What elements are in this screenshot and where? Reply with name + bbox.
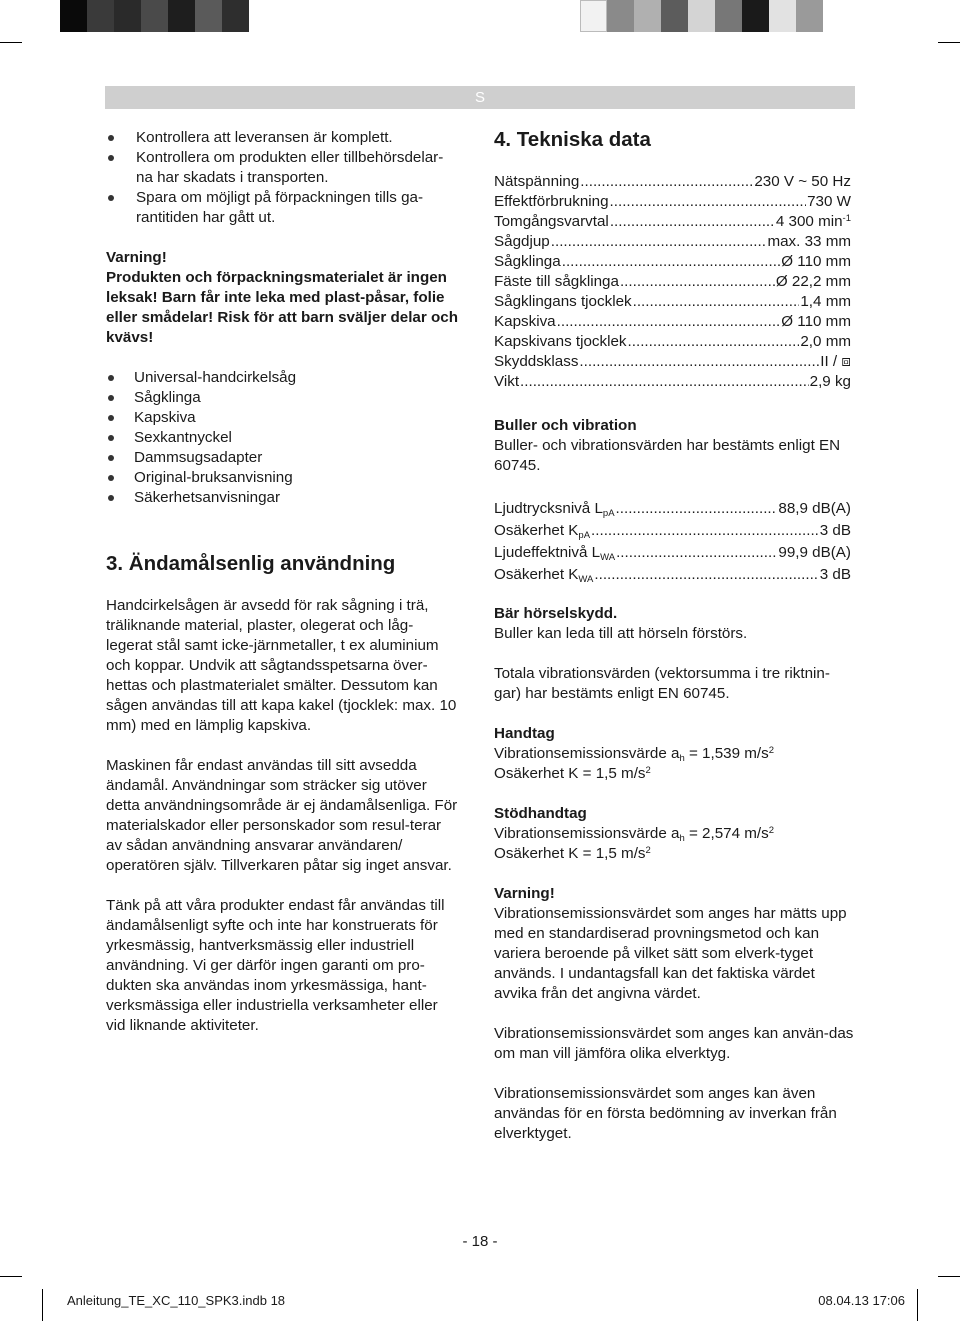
language-header-bar	[105, 86, 855, 109]
spec-row: Osäkerhet $K_{pA}$ ..... 3 dB	[494, 520, 851, 542]
spec-row: Ljudtrycksnivå $L_{pA}$ ..... 88,9 dB(A)	[494, 498, 851, 520]
vibration-warning-block	[494, 884, 854, 1004]
noise-title: Buller och vibration	[494, 417, 637, 434]
crop-mark	[0, 1276, 22, 1277]
spec-row: Sågklinga ..... Ø 110 mm	[494, 252, 851, 272]
list-item: Kapskiva	[106, 408, 458, 428]
list-item: Kontrollera att leveransen är komplett.	[106, 128, 458, 148]
language-code: S	[474, 89, 485, 106]
crop-mark	[0, 42, 22, 43]
paragraph: Totala vibrationsvärden (vektorsumma i tre riktnin-gar) har bestämts enligt EN 60745.	[494, 665, 830, 702]
crop-mark	[938, 42, 960, 43]
spec-row: Vikt ..... 2,9 kg	[494, 372, 851, 392]
paragraph: Handcirkelsågen är avsedd för rak sågning i trä, träliknande material, plaster, olegerat och låg-legerat stål samt icke-järnmetaller, t ex aluminium och koppar. Undvik att sågtandsspetsarna över-hettas och plastmaterialet smälter. Dessutom kan sågen användas till att kapa kakel (tjocklek: max. 10 mm) med en lämplig kapskiva.	[106, 597, 457, 734]
section-heading-intended-use: 3. Ändamålsenlig användning	[106, 552, 396, 575]
paragraph: Vibrationsemissionsvärdet som anges kan använ-das om man vill jämföra olika elverktyg.	[494, 1025, 854, 1062]
warning-title: Varning!	[106, 249, 167, 266]
spec-row: Nätspänning ..... 230 V ~ 50 Hz	[494, 172, 851, 192]
crop-mark	[917, 1289, 918, 1321]
registration-strip-left	[60, 0, 249, 32]
footer-timestamp: 08.04.13 17:06	[818, 1293, 905, 1308]
spec-row: Effektförbrukning ..... 730 W	[494, 192, 851, 212]
list-item: Säkerhetsanvisningar	[106, 488, 458, 508]
stodhandtag-title: Stödhandtag	[494, 805, 587, 822]
checklist	[106, 128, 458, 228]
left-column	[106, 128, 458, 1036]
spec-row: Kapskiva ..... Ø 110 mm	[494, 312, 851, 332]
list-item: Original-bruksanvisning	[106, 468, 458, 488]
list-item: Universal-handcirkelsåg	[106, 368, 458, 388]
noise-text: Buller- och vibrationsvärden har bestämts enligt EN 60745.	[494, 437, 841, 474]
spec-row: Skyddsklass ..... II / ⧈	[494, 352, 851, 372]
crop-mark	[938, 1276, 960, 1277]
right-column	[494, 128, 854, 1144]
paragraph: Vibrationsemissionsvärdet som anges kan även användas för en första bedömning av inverkan från elverktyget.	[494, 1085, 837, 1142]
spec-row: Ljudeffektnivå $L_{WA}$ ..... 99,9 dB(A)	[494, 542, 851, 564]
stodhandtag-line: Osäkerhet K = 1,5 $m/s^2$	[494, 845, 651, 862]
handtag-line: Vibrationsemissionsvärde $a_h = 1,539$ $m/s^2$	[494, 745, 775, 764]
list-item: Sexkantnyckel	[106, 428, 458, 448]
noise-block	[494, 416, 854, 476]
package-contents-list	[106, 368, 458, 508]
spec-row: Sågklingans tjocklek ..... 1,4 mm	[494, 292, 851, 312]
list-item: Kontrollera om produkten eller tillbehörsdelar-na har skadats i transporten.	[106, 148, 458, 188]
stodhandtag-block	[494, 804, 854, 864]
spec-row: Fäste till sågklinga ..... Ø 22,2 mm	[494, 272, 851, 292]
stodhandtag-line: Vibrationsemissionsvärde $a_h = 2,574$ $m/s^2$	[494, 825, 775, 844]
handtag-block	[494, 724, 854, 784]
list-item: Spara om möjligt på förpackningen tills ga-rantitiden har gått ut.	[106, 188, 458, 228]
paragraph: Maskinen får endast användas till sitt avsedda ändamål. Användningar som sträcker sig utöver detta användningsområde är ej ändamålsenliga. För materialskador eller personskador som resul-terar av sådan användning ansvarar användaren/ operatören själv. Tillverkaren påtar sig inget ansvar.	[106, 757, 458, 874]
list-item: Sågklinga	[106, 388, 458, 408]
handtag-title: Handtag	[494, 725, 555, 742]
spec-table	[494, 172, 851, 392]
warning-title: Varning!	[494, 885, 555, 902]
section-heading-technical-data: 4. Tekniska data	[494, 128, 651, 151]
spec-row: Kapskivans tjocklek ..... 2,0 mm	[494, 332, 851, 352]
hearing-block	[494, 604, 854, 644]
hearing-title: Bär hörselskydd.	[494, 605, 618, 622]
registration-strip-right	[580, 0, 823, 32]
noise-table	[494, 498, 851, 586]
paragraph: Vibrationsemissionsvärdet som anges har mätts upp med en standardiserad provningsmetod och kan variera beroende på vilket sätt som elverk-tyget används. I undantagsfall kan det faktiska värdet avvika från det angivna värdet.	[494, 905, 847, 1002]
list-item: Dammsugsadapter	[106, 448, 458, 468]
crop-mark	[42, 1289, 43, 1321]
handtag-line: Osäkerhet K = 1,5 $m/s^2$	[494, 765, 651, 782]
spec-row: Osäkerhet $K_{WA}$ ..... 3 dB	[494, 564, 851, 586]
spec-row: Sågdjup ..... max. 33 mm	[494, 232, 851, 252]
warning-block	[106, 248, 458, 348]
spec-row: Tomgångsvarvtal ..... 4 300 $\min^{-1}$	[494, 212, 851, 232]
hearing-text: Buller kan leda till att hörseln förstörs.	[494, 625, 748, 642]
paragraph: Tänk på att våra produkter endast får användas till ändamålsenligt syfte och inte har konstruerats för yrkesmässig, hantverksmässig eller industriell användning. Vi ger därför ingen garanti om pro-dukten ska användas inom yrkesmässiga, hant-verksmässiga eller industriella verksamheter eller vid liknande aktiviteter.	[106, 897, 445, 1034]
footer-filename: Anleitung_TE_XC_110_SPK3.indb 18	[67, 1293, 286, 1308]
warning-text: Produkten och förpackningsmaterialet är ingen leksak! Barn får inte leka med plast-påsar, folie eller smådelar! Risk för att barn sväljer delar och kvävs!	[106, 269, 458, 346]
page-number: - 18 -	[462, 1233, 498, 1250]
